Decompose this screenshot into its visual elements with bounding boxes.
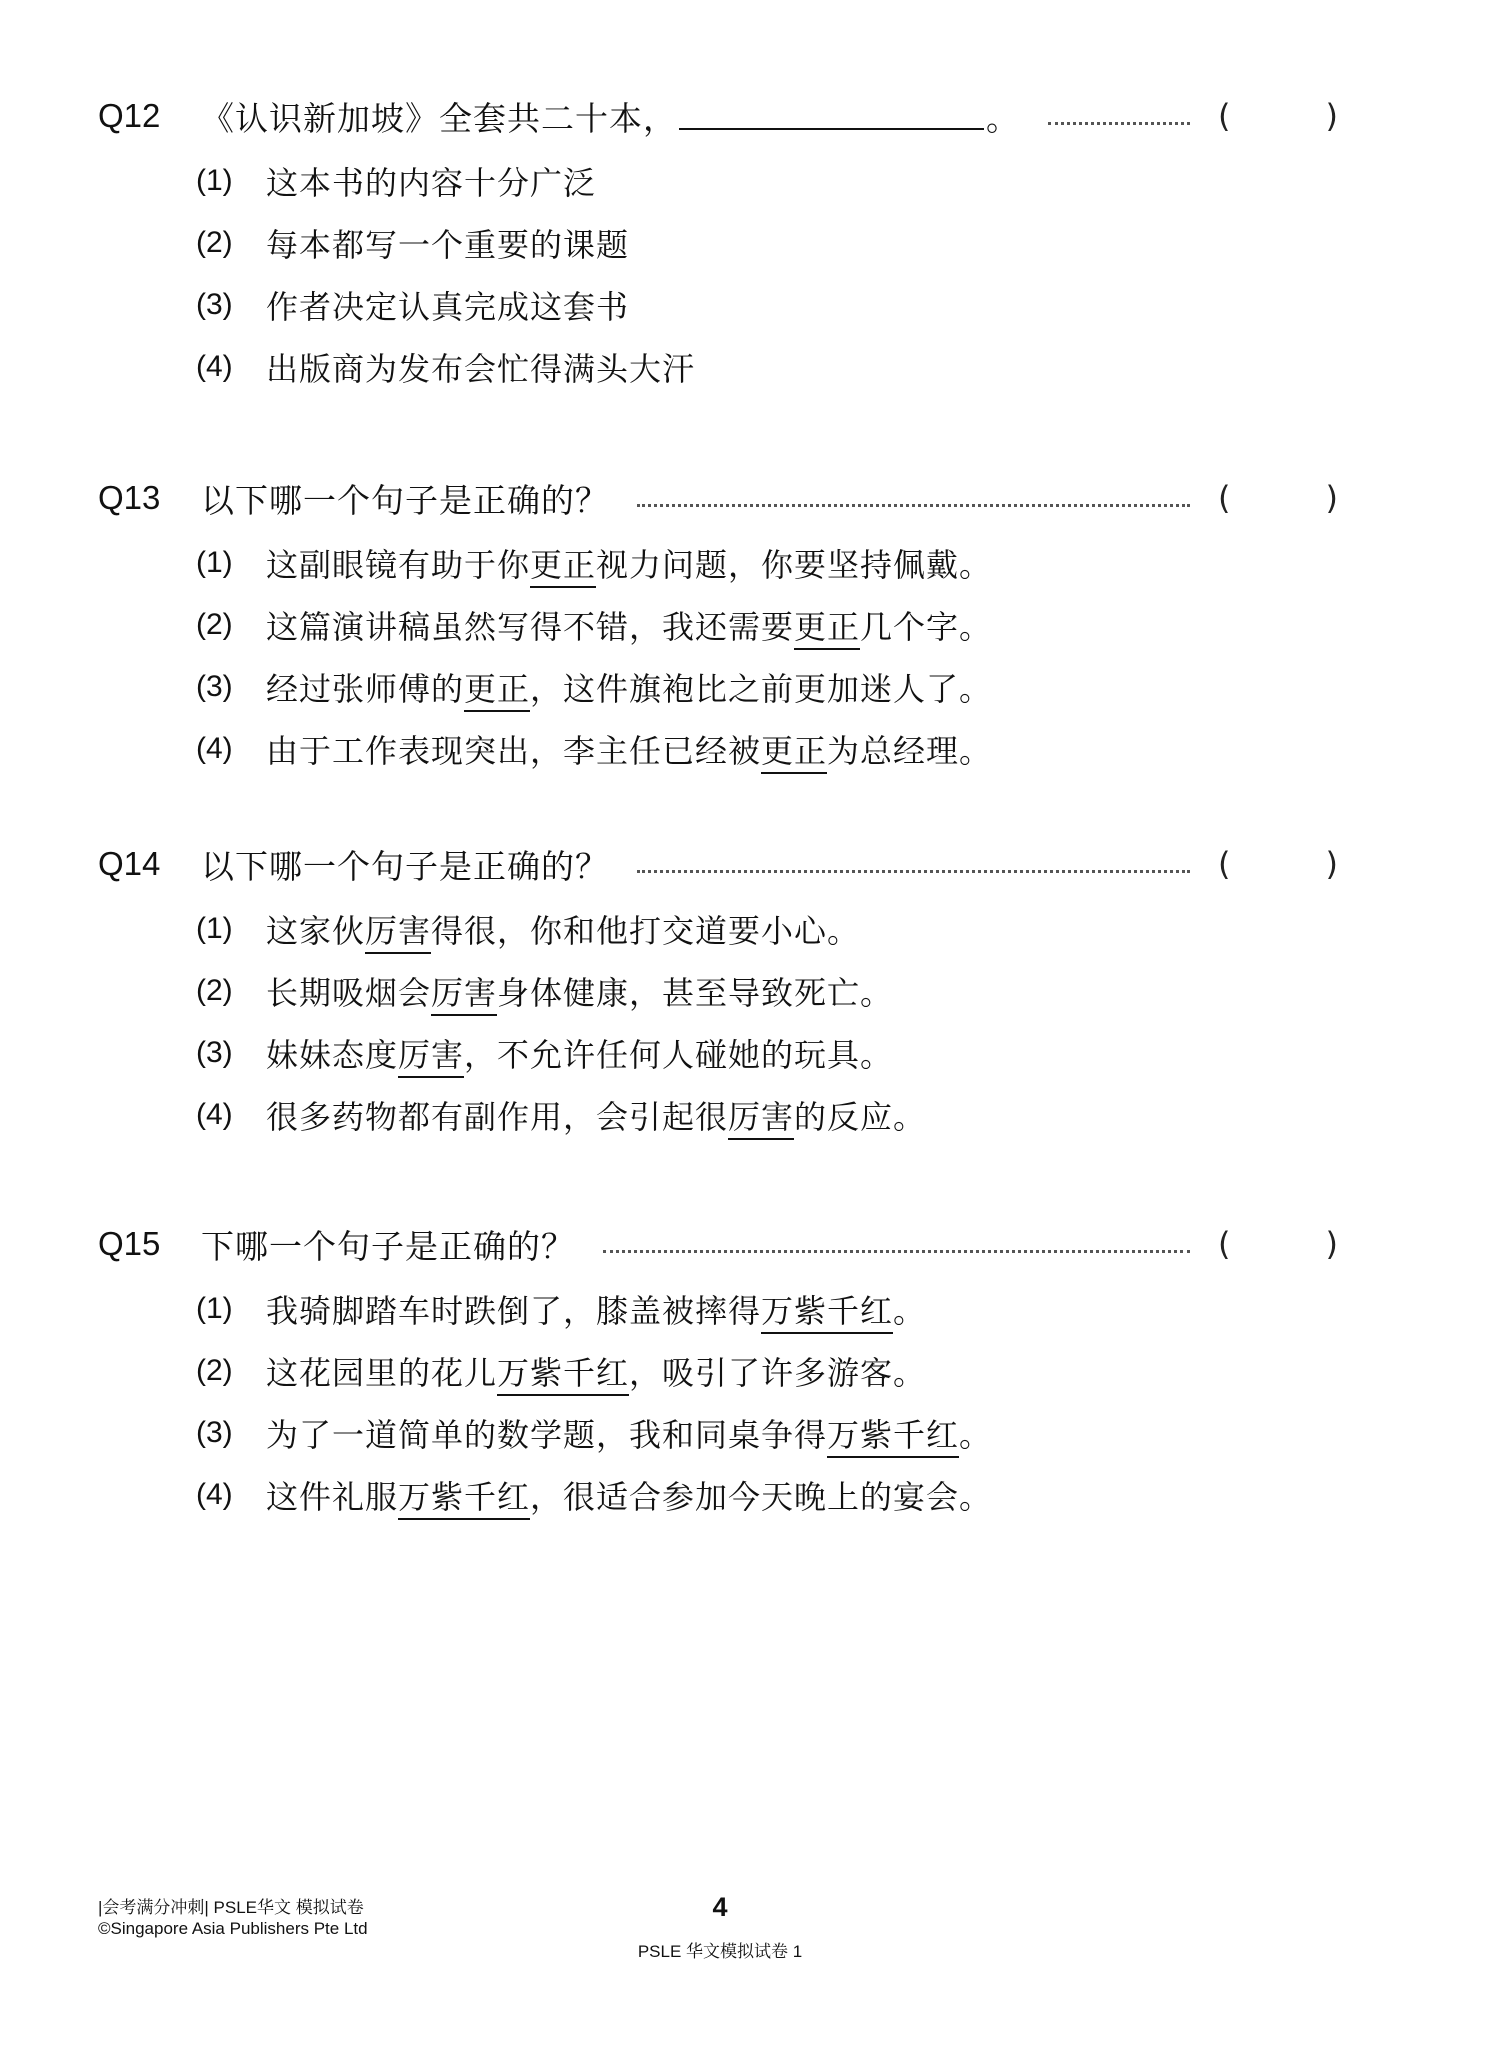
- option-3: [196, 274, 1338, 336]
- question-13: [98, 470, 1338, 780]
- footer-credits: [98, 1897, 368, 1939]
- option-text: [266, 540, 992, 586]
- question-header: [98, 88, 1338, 144]
- underlined-term: 万紫千红: [398, 1478, 530, 1520]
- option-text: [266, 726, 992, 772]
- option-number: (3): [196, 1416, 233, 1449]
- option-number: (3): [196, 288, 233, 321]
- option-text: [266, 1348, 926, 1394]
- text-after: ，这件旗袍比之前更加迷人了。: [530, 670, 993, 708]
- dot-leader: [637, 870, 1190, 873]
- text-after: 几个字。: [860, 608, 993, 646]
- question-stem: 以下哪一个句子是正确的？: [201, 846, 609, 886]
- underlined-term: 厉害: [728, 1098, 794, 1140]
- option-4: [196, 1464, 1338, 1526]
- option-text: [266, 1092, 926, 1138]
- text-after: 的反应。: [794, 1098, 927, 1136]
- option-3: [196, 656, 1338, 718]
- question-header: [98, 1216, 1338, 1272]
- question-number: Q12: [98, 97, 161, 134]
- text-after: 视力问题，你要坚持佩戴。: [596, 546, 993, 584]
- answer-box[interactable]: [1218, 1225, 1338, 1263]
- option-number: (1): [196, 1292, 233, 1325]
- dot-leader: [637, 504, 1190, 507]
- text-before: 我骑脚踏车时跌倒了，膝盖被摔得: [266, 1292, 762, 1330]
- answer-box[interactable]: [1218, 845, 1338, 883]
- option-number: (4): [196, 350, 233, 383]
- paren-open: (: [1218, 479, 1231, 517]
- option-text: [266, 1472, 992, 1518]
- text-before: 为了一道简单的数学题，我和同桌争得: [266, 1416, 828, 1454]
- paren-close: ): [1325, 479, 1338, 517]
- underlined-term: 万紫千红: [827, 1416, 959, 1458]
- question-12: [98, 88, 1338, 398]
- question-stem: 下哪一个句子是正确的？: [201, 1226, 575, 1266]
- text-before: 这副眼镜有助于你: [266, 546, 531, 584]
- answer-blank[interactable]: [679, 98, 984, 130]
- text-before: 这家伙: [266, 912, 366, 950]
- option-text: [266, 1030, 893, 1076]
- question-stem: [201, 93, 1020, 140]
- option-1: [196, 898, 1338, 960]
- underlined-term: 更正: [464, 670, 530, 712]
- question-14: [98, 836, 1338, 1146]
- option-number: (2): [196, 226, 233, 259]
- paren-close: ): [1325, 1225, 1338, 1263]
- underlined-term: 厉害: [398, 1036, 464, 1078]
- text-before: 由于工作表现突出，李主任已经被: [266, 732, 762, 770]
- underlined-term: 厉害: [365, 912, 431, 954]
- option-text: 作者决定认真完成这套书: [266, 288, 630, 326]
- text-after: 身体健康，甚至导致死亡。: [497, 974, 894, 1012]
- option-3: [196, 1402, 1338, 1464]
- option-text: [266, 906, 860, 952]
- question-header: [98, 836, 1338, 892]
- option-text: 这本书的内容十分广泛: [266, 164, 597, 202]
- option-number: (4): [196, 1098, 233, 1131]
- option-number: (2): [196, 1354, 233, 1387]
- text-before: 很多药物都有副作用，会引起很: [266, 1098, 729, 1136]
- question-15: [98, 1216, 1338, 1526]
- page-number: 4: [712, 1892, 728, 1922]
- text-before: 长期吸烟会: [266, 974, 432, 1012]
- option-number: (1): [196, 546, 233, 579]
- option-1: [196, 1278, 1338, 1340]
- option-1: [196, 150, 1338, 212]
- answer-box[interactable]: [1218, 97, 1338, 135]
- text-before: 妹妹态度: [266, 1036, 399, 1074]
- text-before: 这件礼服: [266, 1478, 399, 1516]
- option-2: [196, 594, 1338, 656]
- dot-leader: [603, 1250, 1190, 1253]
- paren-open: (: [1218, 845, 1231, 883]
- option-4: [196, 336, 1338, 398]
- question-stem: 以下哪一个句子是正确的？: [201, 480, 609, 520]
- question-number: Q14: [98, 845, 161, 882]
- option-text: 每本都写一个重要的课题: [266, 226, 630, 264]
- options-list: [98, 1278, 1338, 1526]
- publisher-copyright: ©Singapore Asia Publishers Pte Ltd: [98, 1919, 368, 1938]
- option-text: [266, 664, 992, 710]
- text-before: 这花园里的花儿: [266, 1354, 498, 1392]
- paren-open: (: [1218, 1225, 1231, 1263]
- options-list: [98, 898, 1338, 1146]
- underlined-term: 更正: [530, 546, 596, 588]
- text-after: 。: [959, 1416, 993, 1454]
- text-after: ，很适合参加今天晚上的宴会。: [530, 1478, 993, 1516]
- question-number: Q15: [98, 1225, 161, 1262]
- question-number: Q13: [98, 479, 161, 516]
- option-2: [196, 1340, 1338, 1402]
- option-2: [196, 960, 1338, 1022]
- answer-box[interactable]: [1218, 479, 1338, 517]
- text-after: ，吸引了许多游客。: [629, 1354, 927, 1392]
- option-number: (2): [196, 974, 233, 1007]
- options-list: [98, 532, 1338, 780]
- option-text: [266, 602, 992, 648]
- paren-open: (: [1218, 97, 1231, 135]
- option-4: [196, 1084, 1338, 1146]
- question-header: [98, 470, 1338, 526]
- option-text: [266, 1410, 992, 1456]
- paren-close: ): [1325, 845, 1338, 883]
- text-after: ，不允许任何人碰她的玩具。: [464, 1036, 894, 1074]
- option-number: (2): [196, 608, 233, 641]
- option-4: [196, 718, 1338, 780]
- option-number: (1): [196, 912, 233, 945]
- option-number: (1): [196, 164, 233, 197]
- underlined-term: 更正: [794, 608, 860, 650]
- option-number: (3): [196, 670, 233, 703]
- underlined-term: 万紫千红: [497, 1354, 629, 1396]
- option-text: [266, 968, 893, 1014]
- series-name: |会考满分冲刺| PSLE华文 模拟试卷: [98, 1898, 364, 1917]
- text-before: 这篇演讲稿虽然写得不错，我还需要: [266, 608, 795, 646]
- text-before: 经过张师傅的: [266, 670, 465, 708]
- option-number: (4): [196, 1478, 233, 1511]
- option-3: [196, 1022, 1338, 1084]
- option-text: [266, 1286, 926, 1332]
- text-after: 为总经理。: [827, 732, 993, 770]
- option-number: (4): [196, 732, 233, 765]
- text-after: 。: [893, 1292, 927, 1330]
- option-number: (3): [196, 1036, 233, 1069]
- underlined-term: 万紫千红: [761, 1292, 893, 1334]
- option-1: [196, 532, 1338, 594]
- stem-end: 。: [986, 98, 1020, 138]
- text-after: 得很，你和他打交道要小心。: [431, 912, 861, 950]
- paren-close: ): [1325, 97, 1338, 135]
- options-list: [98, 150, 1338, 398]
- stem-text: 《认识新加坡》全套共二十本，: [201, 98, 677, 138]
- dot-leader: [1048, 122, 1190, 125]
- option-2: [196, 212, 1338, 274]
- underlined-term: 厉害: [431, 974, 497, 1016]
- option-text: 出版商为发布会忙得满头大汗: [266, 350, 696, 388]
- paper-title: PSLE 华文模拟试卷 1: [637, 1942, 803, 1961]
- underlined-term: 更正: [761, 732, 827, 774]
